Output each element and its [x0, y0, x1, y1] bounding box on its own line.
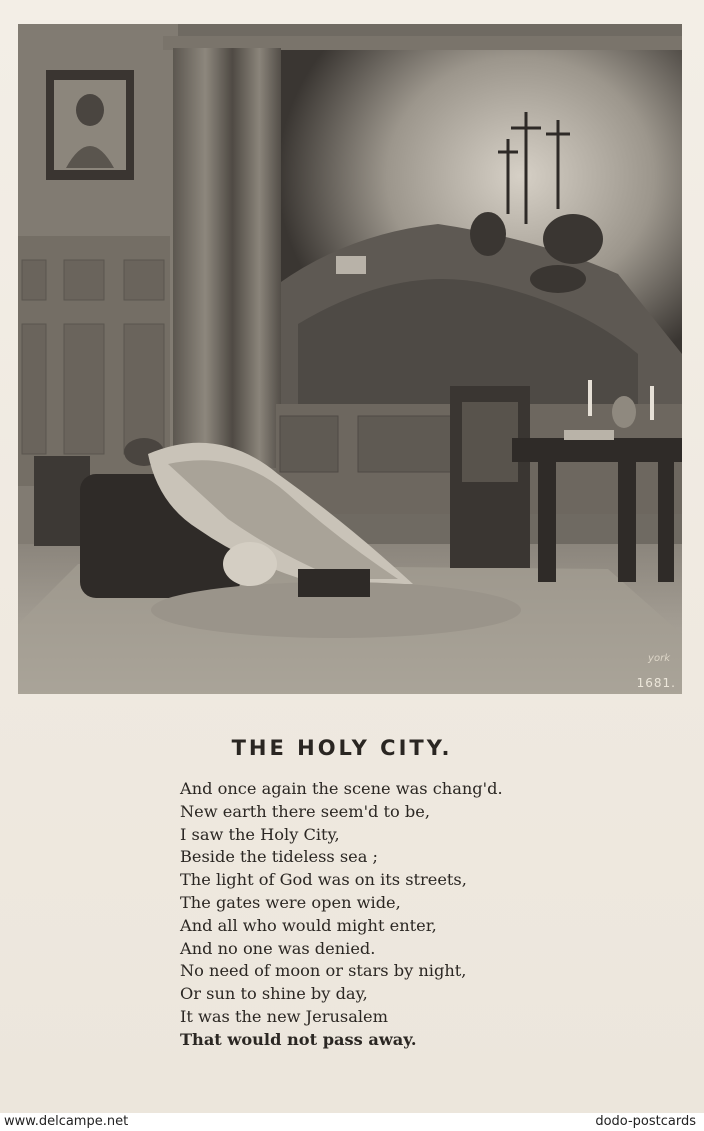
poem-line: It was the new Jerusalem	[180, 1006, 388, 1026]
casket-box	[298, 569, 370, 597]
photograph	[18, 24, 682, 694]
poem-line: Or sun to shine by day,	[180, 984, 368, 1004]
poem-line: I saw the Holy City,	[180, 824, 340, 844]
poem-line: The gates were open wide,	[180, 892, 401, 912]
poem-line: The light of God was on its streets,	[180, 870, 467, 890]
poem-line: That would not pass away.	[180, 1029, 417, 1049]
poem-line: New earth there seem'd to be,	[180, 801, 431, 821]
photographer-signature: york	[648, 653, 670, 664]
source-watermark-right: dodo-postcards	[595, 1114, 696, 1129]
poem-line: And once again the scene was chang'd.	[180, 779, 503, 798]
poem-text	[180, 778, 620, 1052]
card-number: 1681.	[636, 676, 676, 690]
table	[512, 438, 682, 462]
photo-scene	[18, 24, 682, 694]
poem-line: And all who would might enter,	[180, 915, 437, 935]
source-watermark-left: www.delcampe.net	[4, 1114, 129, 1129]
poem-line: No need of moon or stars by night,	[180, 961, 467, 981]
curtain	[173, 48, 281, 468]
watermark-bar	[0, 1113, 704, 1131]
poem-line: And no one was denied.	[180, 938, 376, 958]
poem-title: THE HOLY CITY.	[231, 736, 453, 760]
poem-line: Beside the tideless sea ;	[180, 847, 378, 867]
